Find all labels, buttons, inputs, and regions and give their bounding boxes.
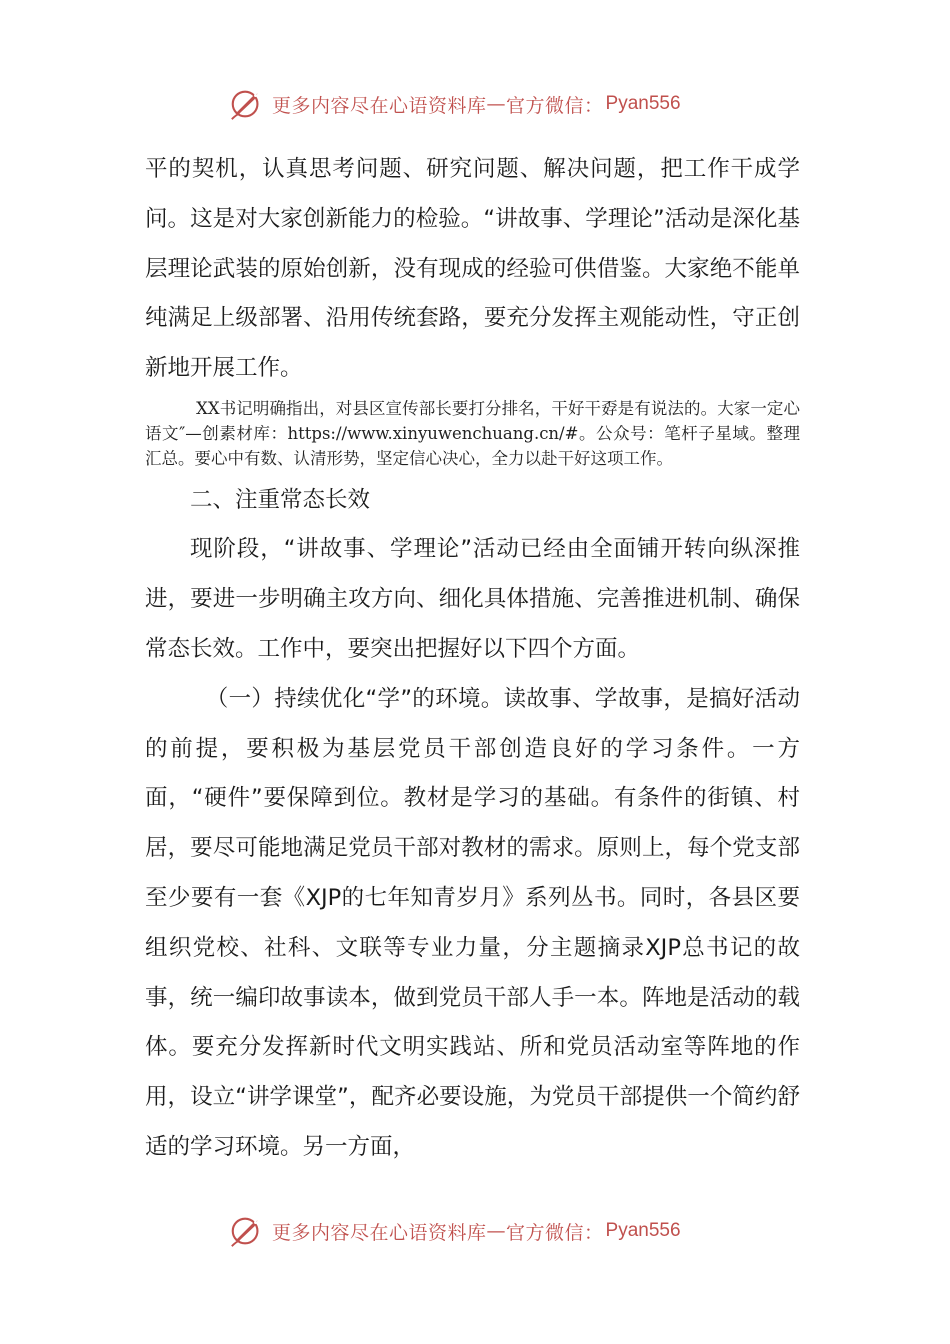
watermark-separator: —: [486, 93, 507, 115]
pen-nib-logo-icon: [228, 85, 266, 123]
watermark-separator: —: [486, 1220, 507, 1242]
pen-nib-logo-icon: [228, 1212, 266, 1250]
watermark-wechat-id: Pyan556: [605, 1220, 681, 1241]
header-watermark: [228, 84, 681, 124]
inserted-note: XX书记明确指出，对县区宣传部长要打分排名，干好干孬是有说法的。大家一定心语文″—创素材库：https://www.xinyuwenchuang.cn/#。公众号：笔杆子星域。整理汇总。要心中有数、认清形势，坚定信心决心，全力以赴干好这项工作。: [145, 398, 800, 468]
body-paragraph: 现阶段，“讲故事、学理论”活动已经由全面铺开转向纵深推进，要进一步明确主攻方向、细化具体措施、完善推进机制、确保常态长效。工作中，要突出把握好以下四个方面。: [145, 536, 800, 662]
watermark-text: 更多内容尽在心语资料库: [272, 94, 487, 117]
footer-watermark: [228, 1211, 681, 1251]
watermark-wechat-id: Pyan556: [605, 93, 681, 114]
document-body: [145, 145, 800, 1173]
body-paragraph: （一）持续优化“学”的环境。读故事、学故事，是搞好活动的前提，要积极为基层党员干部创造良好的学习条件。一方面，“硬件”要保障到位。教材是学习的基础。有条件的街镇、村居，要尽可能地满足党员干部对教材的需求。原则上，每个党支部至少要有一套《XJP的七年知青岁月》系列丛书。同时，各县区要组织党校、社科、文联等专业力量，分主题摘录XJP总书记的故事，统一编印故事读本，做到党员干部人手一本。阵地是活动的载体。要充分发挥新时代文明实践站、所和党员活动室等阵地的作用，设立“讲学课堂”，配齐必要设施，为党员干部提供一个简约舒适的学习环境。另一方面，: [145, 685, 800, 1160]
watermark-official-label: 官方微信：: [506, 94, 604, 117]
watermark-official-label: 官方微信：: [506, 1221, 604, 1244]
watermark-text: 更多内容尽在心语资料库: [272, 1221, 487, 1244]
section-heading: 二、注重常态长效: [190, 487, 371, 514]
body-paragraph: 平的契机，认真思考问题、研究问题、解决问题，把工作干成学问。这是对大家创新能力的检验。“讲故事、学理论”活动是深化基层理论武装的原始创新，没有现成的经验可供借鉴。大家绝不能单纯满足上级部署、沿用传统套路，要充分发挥主观能动性，守正创新地开展工作。: [145, 156, 800, 382]
